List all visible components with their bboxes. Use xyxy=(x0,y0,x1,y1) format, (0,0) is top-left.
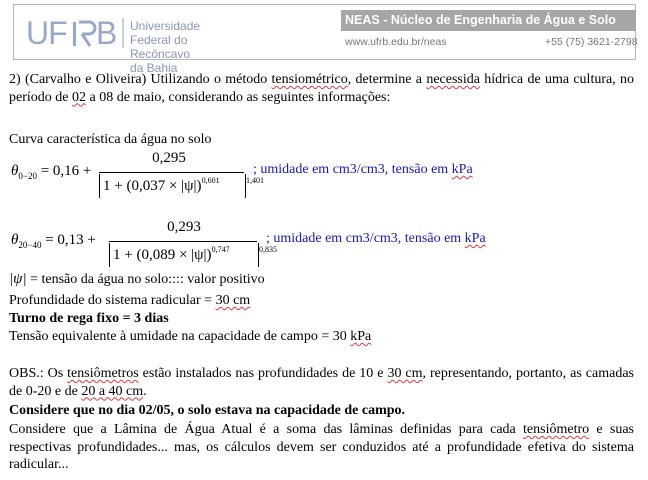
formula1-denominator: $1 + (0,037 \times |\psi|)^{0,601}$ xyxy=(103,176,220,194)
formula1-numerator: 0,295 xyxy=(152,150,186,166)
field-capacity-note: Considere que no dia 02/05, o solo estava na capacidade de campo. xyxy=(9,403,406,418)
formula1-lhs: $\theta_{0-20} = 0,16$ + xyxy=(11,163,92,181)
phone-text: +55 (75) 3621-2798 xyxy=(545,36,638,48)
formula1-units: ; umidade em cm3/cm3, tensão em kPa xyxy=(253,162,473,177)
curve-title: Curva característica da água no solo xyxy=(9,132,212,147)
page-header xyxy=(13,4,638,75)
final-instruction: Considere que a Lâmina de Água Atual é a soma das lâminas definidas para cada tensiômetro e suas respectivas profundidades... mas, os cálculos devem ser conduzidos até a profundidade efetiva do sistema radicular... xyxy=(9,422,634,472)
field-capacity-line: Tensão equivalente à umidade na capacidade de campo = 30 kPa xyxy=(9,329,372,344)
neas-title-band: NEAS - Núcleo de Engenharia de Água e Solo xyxy=(341,10,636,31)
obs-paragraph: OBS.: Os tensiômetros estão instalados nas profundidades de 10 e 30 cm, representando, portanto, as camadas de 0-20 e de 20 a 40 cm. xyxy=(9,366,634,399)
formula1-fraction-bar xyxy=(99,172,244,173)
university-line-2: Recôncavo da Bahia xyxy=(130,47,191,75)
question-intro: 2) (Carvalho e Oliveira) Utilizando o método tensiométrico, determine a necessida hídrica de uma cultura, no período de 02 a 08 de maio, considerando as seguintes informações: xyxy=(9,72,635,105)
irrigation-turn-line: Turno de rega fixo = 3 dias xyxy=(9,311,169,326)
formula2-denominator: $1 + (0,089 \times |\psi|)^{0,747}$ xyxy=(113,245,230,263)
formula2-numerator: 0,293 xyxy=(167,219,201,235)
formula2-exp-outer: 0,835 xyxy=(259,245,277,254)
formula2-fraction-bar xyxy=(109,241,257,242)
university-line-1: Universidade Federal do xyxy=(130,19,201,47)
formula-0-20 xyxy=(9,150,634,200)
formula1-exp-outer: 1,401 xyxy=(246,176,264,185)
university-name xyxy=(130,19,200,75)
formula-20-40 xyxy=(9,219,634,269)
psi-definition: |ψ| = tensão da água no solo:::: valor positivo xyxy=(9,271,265,287)
root-depth-line: Profundidade do sistema radicular = 30 cm xyxy=(9,293,251,308)
formula2-lhs: $\theta_{20-40} = 0,13$ + xyxy=(11,232,96,250)
logo-divider xyxy=(122,18,124,48)
formula2-units: ; umidade em cm3/cm3, tensão em kPa xyxy=(266,231,486,246)
website-text: www.ufrb.edu.br/neas xyxy=(345,36,447,48)
logo-text: UF xyxy=(26,15,67,51)
logo-text-b: B xyxy=(96,15,117,51)
